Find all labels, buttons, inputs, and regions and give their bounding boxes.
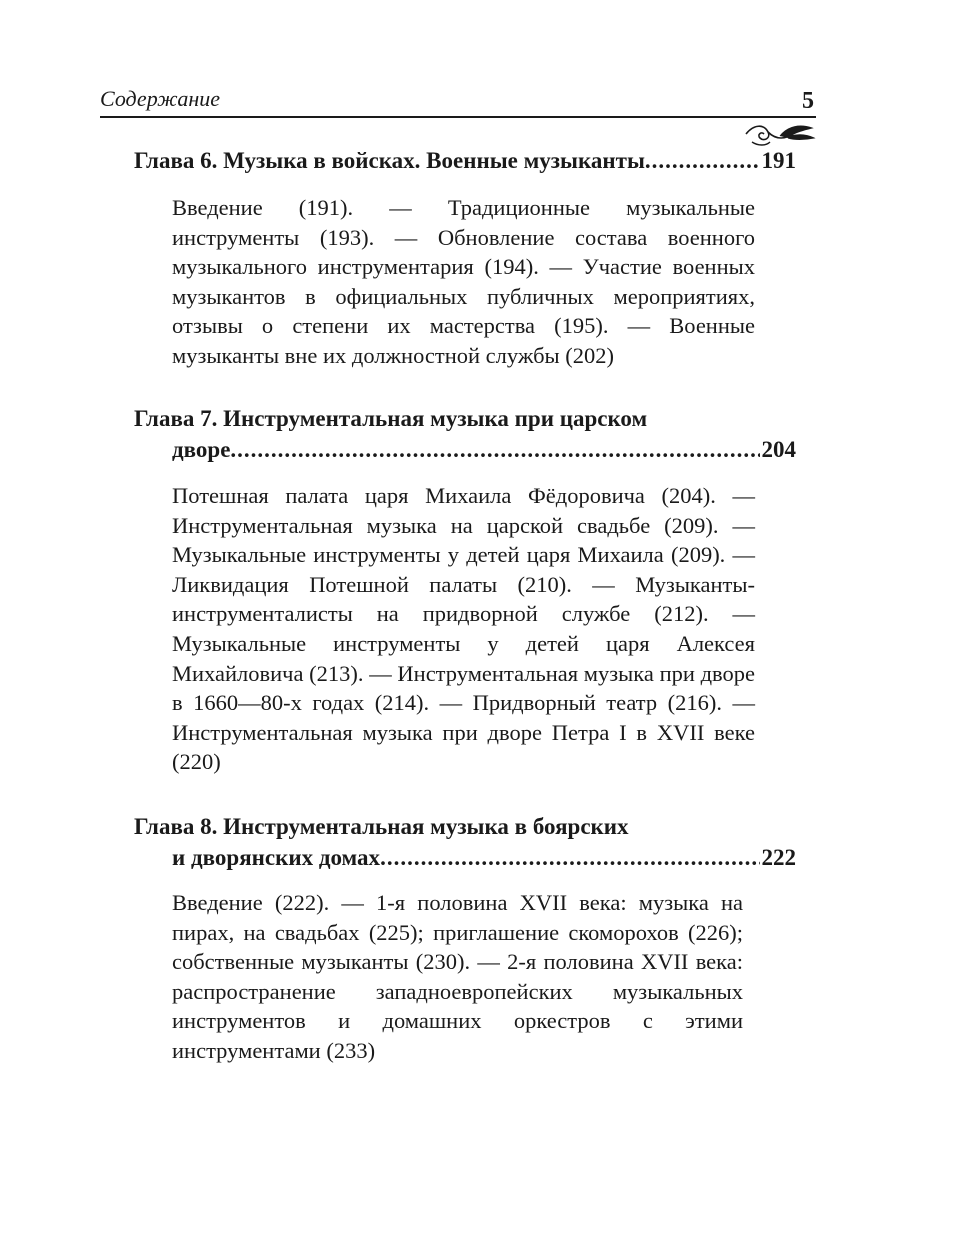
chapter-title-line [134, 437, 796, 468]
chapter-title: Глава 7. Инструментальная музыка при царском [134, 406, 648, 431]
chapter-heading-8 [134, 814, 796, 876]
flourish-ornament-icon [744, 120, 816, 150]
dot-leader [645, 148, 760, 174]
running-head [100, 86, 816, 118]
page-number: 5 [802, 88, 814, 114]
chapter-title: Глава 8. Инструментальная музыка в боярских [134, 814, 629, 839]
chapter-title-continuation: и дворянских домах [172, 845, 381, 870]
chapter-page-number: 191 [761, 148, 796, 173]
dot-leader [380, 845, 759, 871]
chapter-heading-7 [134, 406, 796, 468]
chapter-description-6: Введение (191). — Традиционные музыкальные инструменты (193). — Обновление состава военного музыкального инструментария (194). — Участие военных музыкантов в официальных публичных мероприятиях, отзывы о степени их мастерства (195). — Военные музыканты вне их должностной службы (202) [172, 195, 755, 368]
header-rule [100, 116, 816, 118]
running-head-title: Содержание [100, 86, 221, 111]
chapter-description-7: Потешная палата царя Михаила Фёдоровича (204). — Инструментальная музыка на царской свадьбе (209). — Музыкальные инструменты у детей царя Михаила (209). — Ликвидация Потешной палаты (210). — Музыканты-инструменталисты на придворной службе (212). — Музыкальные инструменты у детей царя Алексея Михайловича (213). — Инструментальная музыка при дворе в 1660—80-х годах (214). — Придворный театр (216). — Инструментальная музыка при дворе Петра I в XVII веке (220) [172, 483, 755, 775]
chapter-page-number: 222 [761, 845, 796, 870]
dot-leader [230, 437, 759, 463]
chapter-title: Глава 6. Музыка в войсках. Военные музыканты [134, 148, 645, 173]
chapter-title-line [134, 845, 796, 876]
chapter-page-number: 204 [761, 437, 796, 462]
chapter-heading-6 [134, 148, 796, 179]
chapter-title-line [134, 406, 796, 437]
chapter-title-continuation: дворе [172, 437, 231, 462]
chapter-title-line [134, 814, 796, 845]
chapter-title-line [134, 148, 796, 179]
chapter-description-8: Введение (222). — 1-я половина XVII века: музыка на пирах, на свадьбах (225); приглашение скоморохов (226); собственные музыканты (230). — 2-я половина XVII века: распространение западноевропейских музыкальных инструментов и домашних оркестров с этими инструментами (233) [172, 890, 743, 1063]
